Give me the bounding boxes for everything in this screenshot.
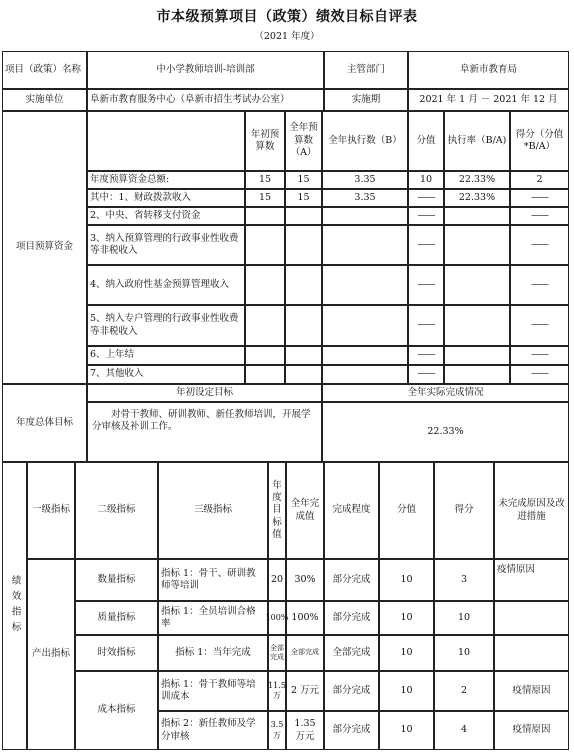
indicator-points: 3 [434, 559, 494, 601]
indicator-actual: 全部完成 [286, 635, 324, 671]
budget-row-initial [245, 225, 285, 265]
goals-initial-header: 年初设定目标 [87, 384, 322, 402]
indicator-actual: 1.35 万元 [286, 711, 324, 750]
budget-row-score: —— [408, 225, 444, 265]
col-points: 得分（分值*B/A） [510, 111, 569, 171]
budget-row-initial [245, 265, 285, 305]
indicator-degree: 部分完成 [324, 671, 379, 711]
goals-actual-header: 全年实际完成情况 [322, 384, 569, 402]
col-full-budget: 全年预算数（A） [285, 111, 322, 171]
budget-row-rate: 22.33% [444, 171, 510, 189]
header-level3: 三级指标 [158, 462, 268, 559]
col-rate: 执行率（B/A) [444, 111, 510, 171]
header-target: 年度目标值 [268, 462, 286, 559]
budget-row-points: —— [510, 346, 569, 365]
budget-row-full [285, 305, 322, 346]
indicator-level3: 指标 1：骨干教师等培训成本 [158, 671, 268, 711]
budget-row-full [285, 365, 322, 384]
budget-header-blank [87, 111, 245, 171]
header-score: 分值 [379, 462, 434, 559]
indicator-level3: 指标 1：全员培训合格率 [158, 601, 268, 635]
budget-row-exec [322, 225, 408, 265]
budget-row-initial: 15 [245, 189, 285, 207]
budget-row-score: 10 [408, 171, 444, 189]
goals-section-label: 年度总体目标 [2, 384, 87, 462]
indicator-degree: 部分完成 [324, 711, 379, 750]
budget-row-exec [322, 265, 408, 305]
evaluation-table [3, 52, 570, 751]
budget-row-label: 4、纳入政府性基金预算管理收入 [87, 265, 245, 305]
budget-row-rate [444, 365, 510, 384]
indicator-level3: 指标 1：当年完成 [158, 635, 268, 671]
indicator-target: 100% [268, 601, 286, 635]
period-value: 2021 年 1 月 － 2021 年 12 月 [408, 89, 569, 111]
budget-row-rate [444, 305, 510, 346]
col-initial-budget: 年初预算数 [245, 111, 285, 171]
budget-row-points: —— [510, 225, 569, 265]
indicator-score: 10 [379, 601, 434, 635]
indicator-level3: 指标 2：新任教师及学分审核 [158, 711, 268, 750]
goals-initial-text: 对骨干教师、研训教师、新任教师培训，开展学分审核及补训工作。 [87, 402, 322, 462]
header-degree: 完成程度 [324, 462, 379, 559]
unit-value: 阜新市教育服务中心（阜新市招生考试办公室） [87, 89, 324, 111]
budget-row-score: —— [408, 207, 444, 225]
budget-row-full: 15 [285, 189, 322, 207]
project-label: 项目（政策）名称 [2, 51, 87, 89]
budget-row-full [285, 225, 322, 265]
indicators-section-label: 绩效指标 [2, 462, 27, 750]
indicator-score: 10 [379, 671, 434, 711]
budget-row-rate [444, 207, 510, 225]
budget-row-exec: 3.35 [322, 171, 408, 189]
budget-row-initial [245, 346, 285, 365]
level1-output: 产出指标 [27, 559, 75, 750]
indicator-reason [494, 635, 569, 671]
indicator-reason: 疫情原因 [494, 559, 569, 601]
header-points: 得分 [434, 462, 494, 559]
indicator-reason: 疫情原因 [494, 671, 569, 711]
budget-row-full [285, 346, 322, 365]
budget-row-label: 3、纳入预算管理的行政事业性收费等非税收入 [87, 225, 245, 265]
dept-value: 阜新市教育局 [408, 51, 569, 89]
page-title: 市本级预算项目（政策）绩效目标自评表 [156, 9, 418, 25]
indicator-target: 11.5 万 [268, 671, 286, 711]
budget-row-rate [444, 225, 510, 265]
budget-row-label: 年度预算资金总额: [87, 171, 245, 189]
budget-row-label: 7、其他收入 [87, 365, 245, 384]
indicator-points: 10 [434, 601, 494, 635]
goals-actual-text: 22.33% [322, 402, 569, 462]
budget-row-initial [245, 305, 285, 346]
indicator-actual: 2 万元 [286, 671, 324, 711]
budget-section-label: 项目预算资金 [2, 111, 87, 384]
budget-row-label: 其中：1、财政拨款收入 [87, 189, 245, 207]
budget-row-score: —— [408, 189, 444, 207]
budget-row-points: —— [510, 189, 569, 207]
budget-row-exec: 3.35 [322, 189, 408, 207]
budget-row-points: —— [510, 207, 569, 225]
budget-row-initial: 15 [245, 171, 285, 189]
budget-row-rate [444, 265, 510, 305]
indicator-degree: 部分完成 [324, 601, 379, 635]
indicator-actual: 30% [286, 559, 324, 601]
budget-row-exec [322, 365, 408, 384]
indicator-level2: 成本指标 [75, 671, 158, 750]
dept-label: 主管部门 [324, 51, 408, 89]
budget-row-points: —— [510, 365, 569, 384]
indicator-score: 10 [379, 711, 434, 750]
project-name: 中小学教师培训-培训部 [87, 51, 324, 89]
budget-row-score: —— [408, 346, 444, 365]
budget-row-label: 5、纳入专户管理的行政事业性收费等非税收入 [87, 305, 245, 346]
budget-row-score: —— [408, 305, 444, 346]
budget-row-initial [245, 365, 285, 384]
indicator-level2: 数量指标 [75, 559, 158, 601]
indicator-level2: 质量指标 [75, 601, 158, 635]
header-reason: 未完成原因及改进措施 [494, 462, 569, 559]
indicator-level3: 指标 1：骨干、研训教师等培训 [158, 559, 268, 601]
col-exec: 全年执行数（B） [322, 111, 408, 171]
header-actual: 全年完成值 [286, 462, 324, 559]
budget-row-label: 2、中央、省转移支付资金 [87, 207, 245, 225]
indicator-target: 全部完成 [268, 635, 286, 671]
unit-label: 实施单位 [2, 89, 87, 111]
indicator-reason [494, 601, 569, 635]
indicator-degree: 部分完成 [324, 559, 379, 601]
budget-row-initial [245, 207, 285, 225]
budget-row-rate [444, 346, 510, 365]
budget-row-score: —— [408, 265, 444, 305]
budget-row-full [285, 207, 322, 225]
indicator-degree: 全部完成 [324, 635, 379, 671]
indicator-level2: 时效指标 [75, 635, 158, 671]
budget-row-rate: 22.33% [444, 189, 510, 207]
indicator-points: 10 [434, 635, 494, 671]
header-level1: 一级指标 [27, 462, 75, 559]
period-label: 实施期 [324, 89, 408, 111]
indicator-actual: 100% [286, 601, 324, 635]
budget-row-exec [322, 305, 408, 346]
indicator-target: 20 [268, 559, 286, 601]
budget-row-full [285, 265, 322, 305]
indicator-target: 3.5 万 [268, 711, 286, 750]
indicator-points: 2 [434, 671, 494, 711]
indicator-score: 10 [379, 559, 434, 601]
budget-row-score: —— [408, 365, 444, 384]
budget-row-points: —— [510, 305, 569, 346]
header-level2: 二级指标 [75, 462, 158, 559]
budget-row-full: 15 [285, 171, 322, 189]
indicator-reason: 疫情原因 [494, 711, 569, 750]
indicator-score: 10 [379, 635, 434, 671]
year-subtitle: （2021 年度） [254, 31, 320, 42]
budget-row-points: 2 [510, 171, 569, 189]
budget-row-label: 6、上年结 [87, 346, 245, 365]
budget-row-points: —— [510, 265, 569, 305]
indicator-points: 4 [434, 711, 494, 750]
budget-row-exec [322, 346, 408, 365]
budget-row-exec [322, 207, 408, 225]
col-score: 分值 [408, 111, 444, 171]
